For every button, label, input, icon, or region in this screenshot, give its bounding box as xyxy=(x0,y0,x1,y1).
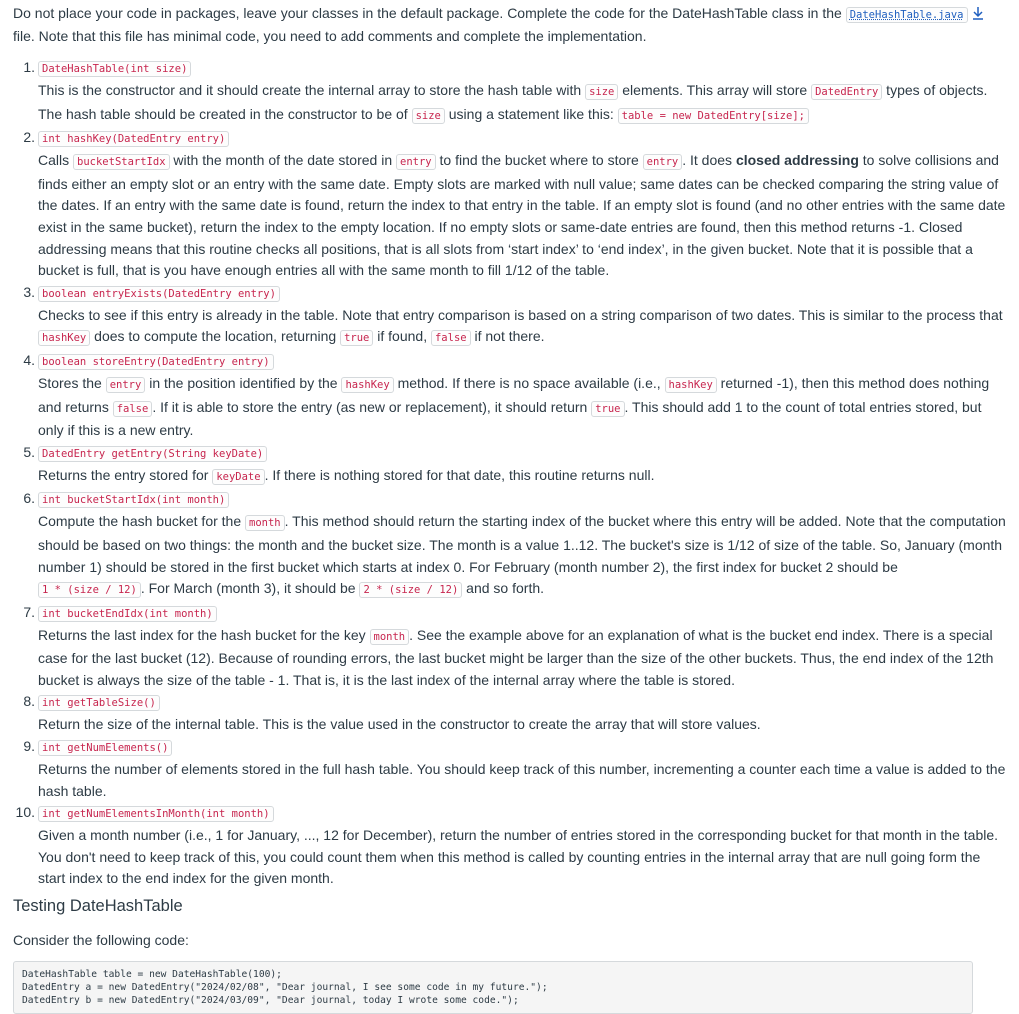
inline-code: 2 * (size / 12) xyxy=(359,582,462,598)
item-number: 1. xyxy=(23,59,35,75)
inline-code: entry xyxy=(106,377,146,393)
method-signature: int hashKey(DatedEntry entry) xyxy=(38,131,229,147)
method-item xyxy=(13,488,1007,601)
description-text: This is the constructor and it should create the internal array to store the hash table with xyxy=(38,82,586,98)
description-text: . If it is able to store the entry (as new or replacement), it should return xyxy=(152,398,592,415)
item-number: 8. xyxy=(23,693,35,710)
inline-code: hashKey xyxy=(341,377,393,393)
description-text: Returns the entry stored for xyxy=(38,466,213,483)
inline-code: true xyxy=(340,330,373,346)
method-signature: int getNumElementsInMonth(int month) xyxy=(38,806,274,822)
intro-paragraph xyxy=(13,3,1007,47)
method-item xyxy=(13,602,1007,692)
description-text: with the month of the date stored in xyxy=(169,152,396,169)
description-text: Stores the xyxy=(38,374,106,391)
inline-code: month xyxy=(370,629,410,645)
description-text: Compute the hash bucket for the xyxy=(38,513,246,530)
method-signature: boolean entryExists(DatedEntry entry) xyxy=(38,286,280,302)
method-description xyxy=(38,465,1007,489)
code-line: DateHashTable table = new DateHashTable(100); xyxy=(22,969,282,981)
item-number: 3. xyxy=(23,283,35,300)
inline-code: false xyxy=(113,401,153,417)
method-signature: int getTableSize() xyxy=(38,695,160,711)
description-text: Calls xyxy=(38,152,74,169)
method-item xyxy=(13,736,1007,802)
method-description xyxy=(38,625,1007,692)
code-line: DatedEntry a = new DatedEntry("2024/02/08", "Dear journal, I see some code in my future."); xyxy=(22,982,548,994)
description-text: Returns the last index for the hash bucket for the key xyxy=(38,626,370,643)
intro-text-1: Do not place your code in packages, leave your classes in the default package. Complete the code for the DateHashTable class in the xyxy=(13,5,846,21)
method-description xyxy=(38,150,1007,282)
inline-code: entry xyxy=(396,154,436,170)
description-text: in the position identified by the xyxy=(145,374,342,391)
item-number: 9. xyxy=(23,738,35,755)
code-block xyxy=(13,961,973,1014)
inline-code: month xyxy=(245,515,285,531)
inline-code: DatedEntry xyxy=(811,84,882,100)
description-text: . For March (month 3), it should be xyxy=(140,580,360,597)
method-signature: int bucketEndIdx(int month) xyxy=(38,606,217,622)
description-text: if found, xyxy=(373,328,431,345)
description-text: to solve collisions and finds either an empty slot or an entry with the same date. Empty slots are marked with null value; same dates can be checked comparing the string value of the dates. If an entry with the same date is found, return the index to that entry in the table. If an empty slot is found (and no other entries with the same date exist in the same bucket), return the index to the empty location. If no empty slots or same-date entries are found, then this method returns -1. Closed addressing means that this routine checks all positions, that is all slots from ‘start index’ to ‘end index’, in the given bucket. Note that it is possible that a bucket is full, that is you have enough entries all with the same month to fill 1/12 of the table. xyxy=(38,152,1006,279)
item-number: 4. xyxy=(23,351,35,368)
item-number: 6. xyxy=(23,490,35,507)
method-description xyxy=(38,825,1007,890)
method-description xyxy=(38,759,1007,802)
description-text: . This should add 1 to the count of total entries stored, but only if this is a new entry. xyxy=(38,398,982,439)
method-item xyxy=(13,57,1007,127)
description-text: . It does xyxy=(682,152,736,169)
item-number: 7. xyxy=(23,603,35,620)
file-download-link[interactable]: DateHashTable.java xyxy=(846,7,968,23)
inline-code: bucketStartIdx xyxy=(73,154,170,170)
inline-code: table = new DatedEntry[size]; xyxy=(618,108,809,124)
description-text: if not there. xyxy=(470,328,545,345)
method-item xyxy=(13,282,1007,350)
inline-code: keyDate xyxy=(212,469,264,485)
method-item xyxy=(13,691,1007,736)
inline-code: hashKey xyxy=(665,377,717,393)
method-item xyxy=(13,442,1007,489)
description-text: Return the size of the internal table. This is the value used in the constructor to create the array that will store values. xyxy=(38,716,761,733)
description-text: does to compute the location, returning xyxy=(90,328,341,345)
description-text: . See the example above for an explanation of what is the bucket end index. There is a special case for the last bucket (12). Because of rounding errors, the last bucket might be larger than the size of the other buckets. Thus, the end index of the 12th bucket is always the size of the table - 1. That is, it is the last index of the internal array where the table is stored. xyxy=(38,626,994,688)
inline-code: true xyxy=(591,401,624,417)
method-signature: int getNumElements() xyxy=(38,740,172,756)
description-text: elements. This array will store xyxy=(618,82,812,98)
method-description xyxy=(38,80,1007,127)
method-description xyxy=(38,373,1007,442)
item-number: 2. xyxy=(23,129,35,146)
method-signature: boolean storeEntry(DatedEntry entry) xyxy=(38,354,274,370)
method-description xyxy=(38,511,1007,601)
description-text: . If there is nothing stored for that date, this routine returns null. xyxy=(264,466,655,483)
description-text: Checks to see if this entry is already in the table. Note that entry comparison is based on a string comparison of two dates. This is similar to the process that xyxy=(38,306,1003,323)
code-line: DatedEntry b = new DatedEntry("2024/03/09", "Dear journal, today I wrote some code."); xyxy=(22,995,519,1007)
description-text: Returns the number of elements stored in the full hash table. You should keep track of this number, incrementing a counter each time a value is added to the hash table. xyxy=(38,761,1006,799)
description-text: types of objects. The hash table should be created in the constructor to be of xyxy=(38,82,988,122)
description-text: using a statement like this: xyxy=(444,105,618,122)
description-text: returned -1), then this method does nothing and returns xyxy=(38,374,990,415)
description-text: and so forth. xyxy=(462,580,545,597)
inline-code: size xyxy=(412,108,445,124)
method-signature: DateHashTable(int size) xyxy=(38,61,191,77)
inline-code: hashKey xyxy=(38,330,90,346)
inline-code: false xyxy=(431,330,471,346)
method-list xyxy=(13,57,1007,890)
inline-code: size xyxy=(585,84,618,100)
method-item xyxy=(13,802,1007,890)
description-text: method. If there is no space available (i.e., xyxy=(393,374,665,391)
item-number: 5. xyxy=(23,443,35,460)
inline-code: entry xyxy=(643,154,683,170)
description-text: Given a month number (i.e., 1 for January, ..., 12 for December), return the number of entries stored in the corresponding bucket for that month in the table. You don't need to keep track of this, you could count them when this method is called by counting entries in the internal array that are null going form the start index to the end index for the given month. xyxy=(38,827,999,887)
description-text: to find the bucket where to store xyxy=(435,152,643,169)
method-item xyxy=(13,127,1007,282)
consider-text: Consider the following code: xyxy=(13,932,189,949)
intro-text-2: file. Note that this file has minimal code, you need to add comments and complete the implementation. xyxy=(13,28,647,44)
method-description xyxy=(38,305,1007,350)
item-number: 10. xyxy=(15,804,35,821)
download-icon[interactable] xyxy=(971,6,985,20)
method-signature: int bucketStartIdx(int month) xyxy=(38,492,229,508)
description-text: . This method should return the starting index of the bucket where this entry will be added. Note that the computation should be based on two things: the month and the bucket size. The month is a value 1..12. The bucket's size is 1/12 of size of the table. So, January (month number 1) should be stored in the first bucket which starts at index 0. For February (month number 2), the first index for bucket 2 should be xyxy=(38,513,1006,575)
emphasis-text: closed addressing xyxy=(735,152,859,169)
method-item xyxy=(13,350,1007,442)
testing-heading: Testing DateHashTable xyxy=(13,897,183,916)
inline-code: 1 * (size / 12) xyxy=(38,582,141,598)
method-signature: DatedEntry getEntry(String keyDate) xyxy=(38,446,267,462)
method-description xyxy=(38,714,1007,736)
